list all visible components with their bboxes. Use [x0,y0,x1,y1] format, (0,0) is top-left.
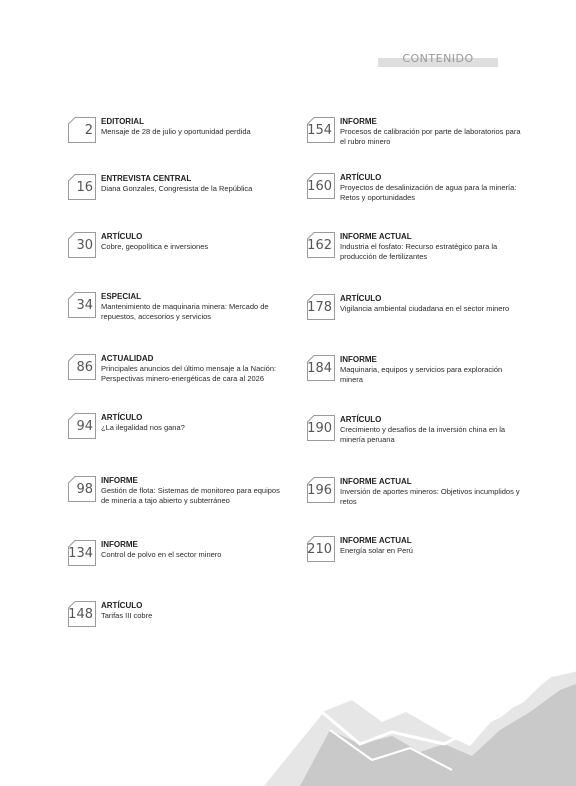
entry-category: ARTÍCULO [101,413,143,422]
entry-category: INFORME ACTUAL [340,536,412,545]
entry-category: ARTÍCULO [340,415,382,424]
entry-title: Industria el fosfato: Recurso estratégico para la producción de fertilizantes [340,242,498,261]
entry-title: Proyectos de desalinización de agua para la minería: Retos y oportunidades [340,183,517,202]
page-number: 210 [307,541,332,557]
entry-title: Cobre, geopolítica e inversiones [101,242,209,251]
page-number: 148 [68,606,93,622]
entry-category: ESPECIAL [101,292,142,301]
entry-title: Tarifas III cobre [101,611,153,620]
entry-category: ARTÍCULO [340,294,382,303]
entry-title: Procesos de calibración por parte de laboratorios para el rubro minero [340,127,521,146]
entry-title: Diana Gonzales, Congresista de la República [101,184,253,193]
entry-title: ¿La ilegalidad nos gana? [101,423,185,432]
entry-title: Control de polvo en el sector minero [101,550,222,559]
page-number: 154 [307,122,332,138]
entry-category: INFORME ACTUAL [340,232,412,241]
page-number: 98 [76,481,93,497]
entry-title: Inversión de aportes mineros: Objetivos incumplidos y retos [340,487,520,506]
page-number: 162 [307,237,332,253]
entry-title: Mantenimiento de maquinaria minera: Mercado de repuestos, accesorios y servicios [101,302,269,321]
entry-category: INFORME [101,540,138,549]
entry-title: Mensaje de 28 de julio y oportunidad perdida [101,127,251,136]
page-number: 86 [76,359,93,375]
entry-category: INFORME [101,476,138,485]
page-number: 30 [76,237,93,253]
entry-category: ARTÍCULO [340,173,382,182]
entry-title: Principales anuncios del último mensaje a la Nación: Perspectivas minero-energéticas de cara al 2026 [101,364,277,383]
page-number: 2 [84,122,93,138]
page-number: 184 [307,360,332,376]
page-number: 34 [76,297,93,313]
entry-category: INFORME [340,117,377,126]
entry-category: INFORME ACTUAL [340,477,412,486]
page-number: 178 [307,299,332,315]
page-number: 190 [307,420,332,436]
entry-category: ACTUALIDAD [101,354,154,363]
entry-title: Gestión de flota: Sistemas de monitoreo para equipos de minería a tajo abierto y subterráneo [101,486,280,505]
entry-title: Energía solar en Perú [340,546,413,555]
page-number: 196 [307,482,332,498]
entry-category: ENTREVISTA CENTRAL [101,174,192,183]
entry-category: INFORME [340,355,377,364]
entry-title: Maquinaria, equipos y servicios para exploración minera [340,365,503,384]
entry-category: EDITORIAL [101,117,144,126]
page-number: 134 [68,545,93,561]
page-number: 160 [307,178,332,194]
page-number: 16 [76,179,93,195]
entry-title: Vigilancia ambiental ciudadana en el sector minero [340,304,510,313]
entry-category: ARTÍCULO [101,601,143,610]
page-number: 94 [76,418,93,434]
entry-category: ARTÍCULO [101,232,143,241]
entry-title: Crecimiento y desafíos de la inversión china en la minería peruana [340,425,506,444]
page-title: CONTENIDO [402,52,474,65]
